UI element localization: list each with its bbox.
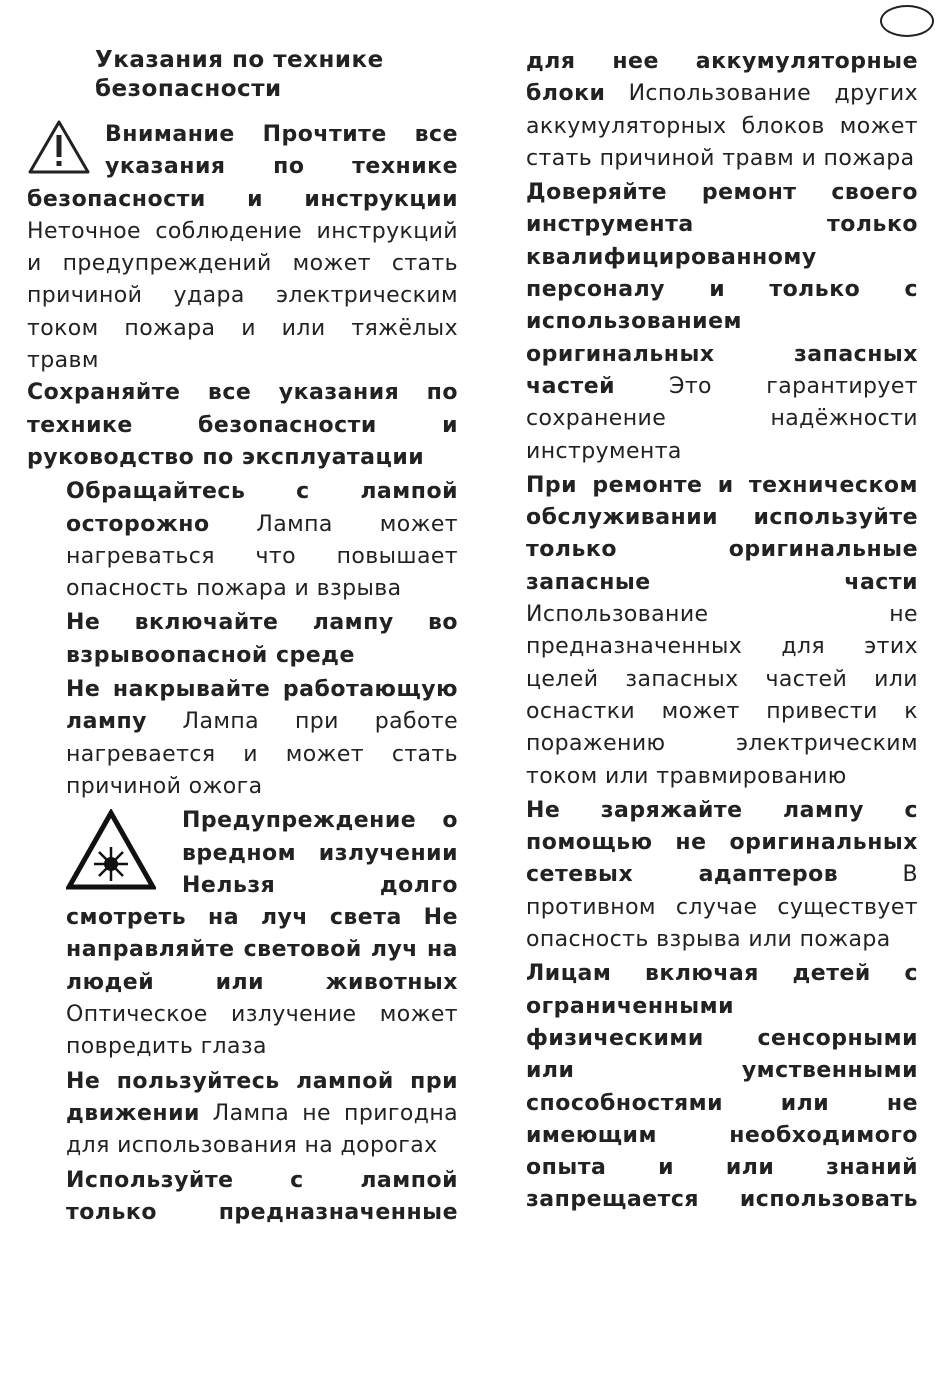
save-paragraph [27, 377, 458, 474]
save-bold-text: Сохраняйте все указания по технике безопасности и руководство по эксплуатации [27, 380, 458, 470]
item-bold: Не накрывайте работающую лампу [66, 677, 458, 735]
item-bold: для нее аккумуляторные блоки [526, 49, 918, 107]
section-heading: Указания по технике безопасности [95, 47, 384, 102]
radiation-body-text: Оптическое излучение может повредить глаза [66, 1002, 458, 1060]
item-text: Использование не предназначенных для этих целей запасных частей или оснастки может привести к поражению электрическим током или травмированию [526, 602, 918, 789]
list-item [526, 958, 918, 1216]
list-item [66, 674, 458, 803]
item-text: Лампа при работе нагревается и может стать причиной ожога [66, 709, 459, 799]
item-text: Лампа может нагреваться что повышает опасность пожара и взрыва [66, 511, 459, 602]
item-bold: Обращайтесь с лампой осторожно [66, 479, 458, 537]
item-bold: Используйте с лампой только предназначенные [66, 1167, 458, 1225]
item-bold: Лицам включая детей с ограниченными физическими сенсорными или умственными способностями или не имеющим необходимого опыта и или знаний запрещается использовать [526, 961, 918, 1213]
warning-bold-text: Внимание Прочтите все указания по технике безопасности и инструкции [27, 122, 458, 212]
item-text: Это гарантирует сохранение надёжности инструмента [526, 373, 918, 464]
list-item [526, 795, 918, 956]
radiation-paragraph [66, 805, 458, 1063]
item-bold: Не включайте лампу во взрывоопасной среде [66, 610, 458, 668]
radiation-bold-text: Предупреждение о вредном излучении Нельзя долго смотреть на луч света Не направляйте световой луч на людей или животных [66, 808, 458, 995]
language-badge-icon [880, 5, 934, 37]
list-item [526, 177, 918, 468]
list-item [526, 470, 918, 793]
warning-body-text: Неточное соблюдение инструкций и предупреждений может стать причиной удара электрическим током пожара и или тяжёлых травм [27, 218, 458, 374]
item-text: Использование других аккумуляторных блоков может стать причиной травм и пожара [526, 81, 918, 171]
list-item [66, 607, 458, 672]
item-text: Лампа не пригодна для использования на дорогах [66, 1100, 458, 1159]
list-item [66, 476, 458, 605]
warning-triangle-icon [27, 119, 91, 175]
left-column [27, 46, 458, 1229]
warning-paragraph [27, 119, 458, 377]
list-item [66, 1066, 458, 1163]
item-bold: Доверяйте ремонт своего инструмента только квалифицированному персоналу и только с использованием оригинальных запасных частей [526, 180, 918, 399]
continuation-paragraph [526, 46, 918, 175]
right-column [526, 46, 918, 1217]
item-bold: Не пользуйтесь лампой при движении [66, 1068, 458, 1126]
item-bold: Не заряжайте лампу с помощью не оригинальных сетевых адаптеров [526, 797, 918, 888]
item-text: В противном случае существует опасность взрыва или пожара [526, 862, 919, 953]
list-item [66, 1165, 458, 1230]
optical-radiation-icon [66, 809, 156, 891]
item-bold: При ремонте и техническом обслуживании используйте только оригинальные запасные части [526, 472, 918, 595]
